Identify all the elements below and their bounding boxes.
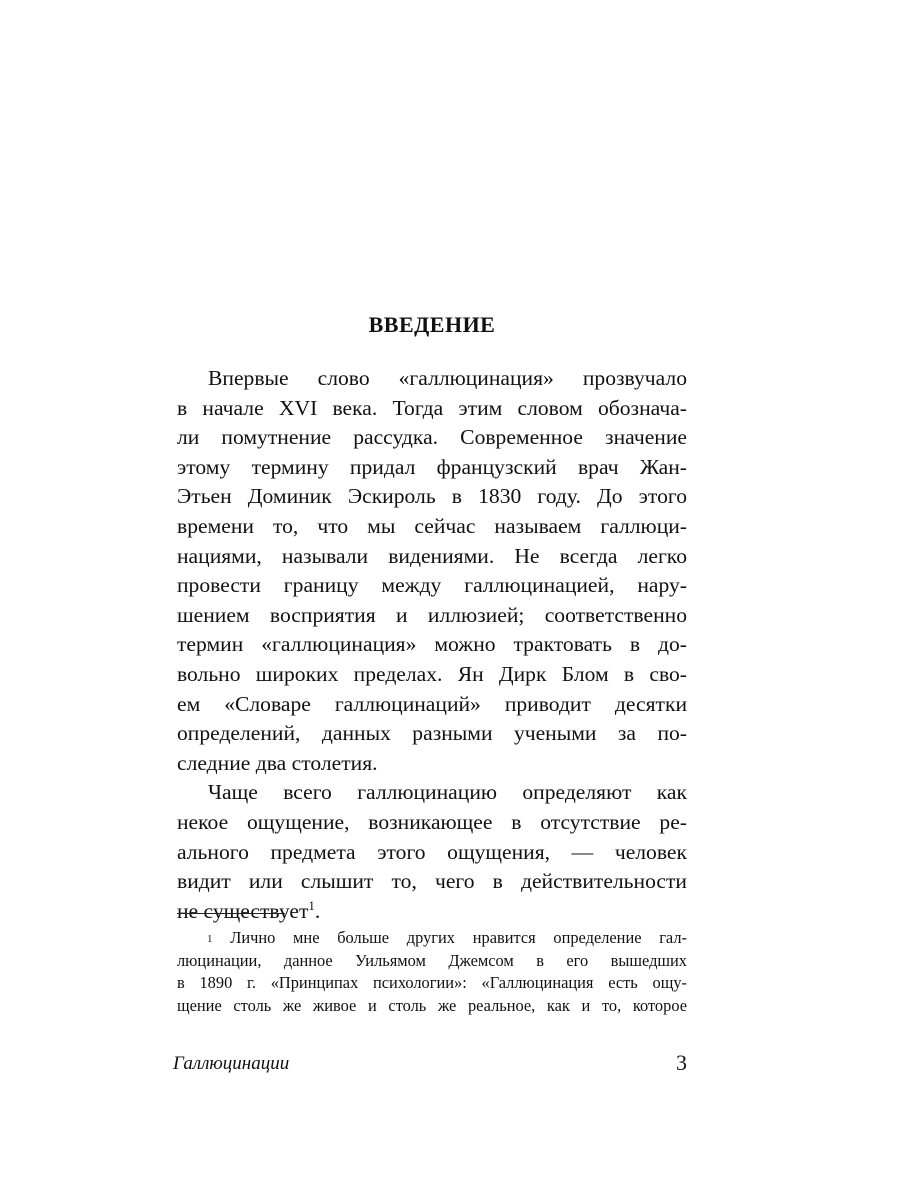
text-line: времени то, что мы сейчас называем галлюци- bbox=[177, 513, 687, 538]
footnote-marker: 1 bbox=[207, 933, 213, 945]
footnote-line: люцинации, данное Уильямом Джемсом в его вышедших bbox=[177, 950, 687, 970]
text-fragment: не существует bbox=[177, 898, 309, 923]
footnote-line bbox=[177, 927, 687, 950]
text-fragment: Лично мне больше других нравится определение гал- bbox=[230, 928, 687, 947]
text-line: Чаще всего галлюцинацию определяют как bbox=[208, 780, 687, 805]
text-line: следние два столетия. bbox=[177, 750, 378, 775]
text-line: этому термину придал французский врач Жан- bbox=[177, 454, 687, 479]
text-line: ального предмета этого ощущения, — человек bbox=[177, 839, 687, 864]
text-line: Этьен Доминик Эскироль в 1830 году. До этого bbox=[177, 484, 687, 509]
text-line: термин «галлюцинация» можно трактовать в до- bbox=[177, 632, 687, 657]
footnote-line: щение столь же живое и столь же реальное, как и то, которое bbox=[177, 995, 687, 1015]
paragraph-1 bbox=[177, 364, 687, 778]
text-line: вольно широких пределах. Ян Дирк Блом в сво- bbox=[177, 661, 687, 686]
paragraph-2 bbox=[177, 778, 687, 926]
text-line bbox=[177, 897, 687, 927]
footnote bbox=[177, 927, 687, 1017]
text-line: нациями, называли видениями. Не всегда легко bbox=[177, 543, 687, 568]
text-line: Впервые слово «галлюцинация» прозвучало bbox=[208, 366, 687, 390]
text-line: шением восприятия и иллюзией; соответственно bbox=[177, 602, 687, 627]
running-title: Галлюцинации bbox=[173, 1053, 290, 1074]
text-line: видит или слышит то, чего в действительности bbox=[177, 869, 687, 894]
text-line: провести границу между галлюцинацией, нару- bbox=[177, 573, 687, 598]
end-punctuation: . bbox=[314, 898, 321, 923]
page-number: 3 bbox=[676, 1050, 687, 1075]
footnote-reference[interactable]: 1 bbox=[308, 897, 315, 913]
text-line: некое ощущение, возникающее в отсутствие ре- bbox=[177, 809, 687, 834]
chapter-heading: ВВЕДЕНИЕ bbox=[368, 312, 496, 337]
text-line: определений, данных разными учеными за по- bbox=[177, 721, 687, 746]
footnote-line: в 1890 г. «Принципах психологии»: «Галлюцинация есть ощу- bbox=[177, 973, 687, 993]
text-line: ем «Словаре галлюцинаций» приводит десятки bbox=[177, 691, 687, 716]
text-line: ли помутнение рассудка. Современное значение bbox=[177, 425, 687, 450]
text-line: в начале XVI века. Тогда этим словом обознача- bbox=[177, 395, 687, 420]
body-text bbox=[177, 364, 687, 926]
footnote-divider bbox=[177, 913, 285, 914]
